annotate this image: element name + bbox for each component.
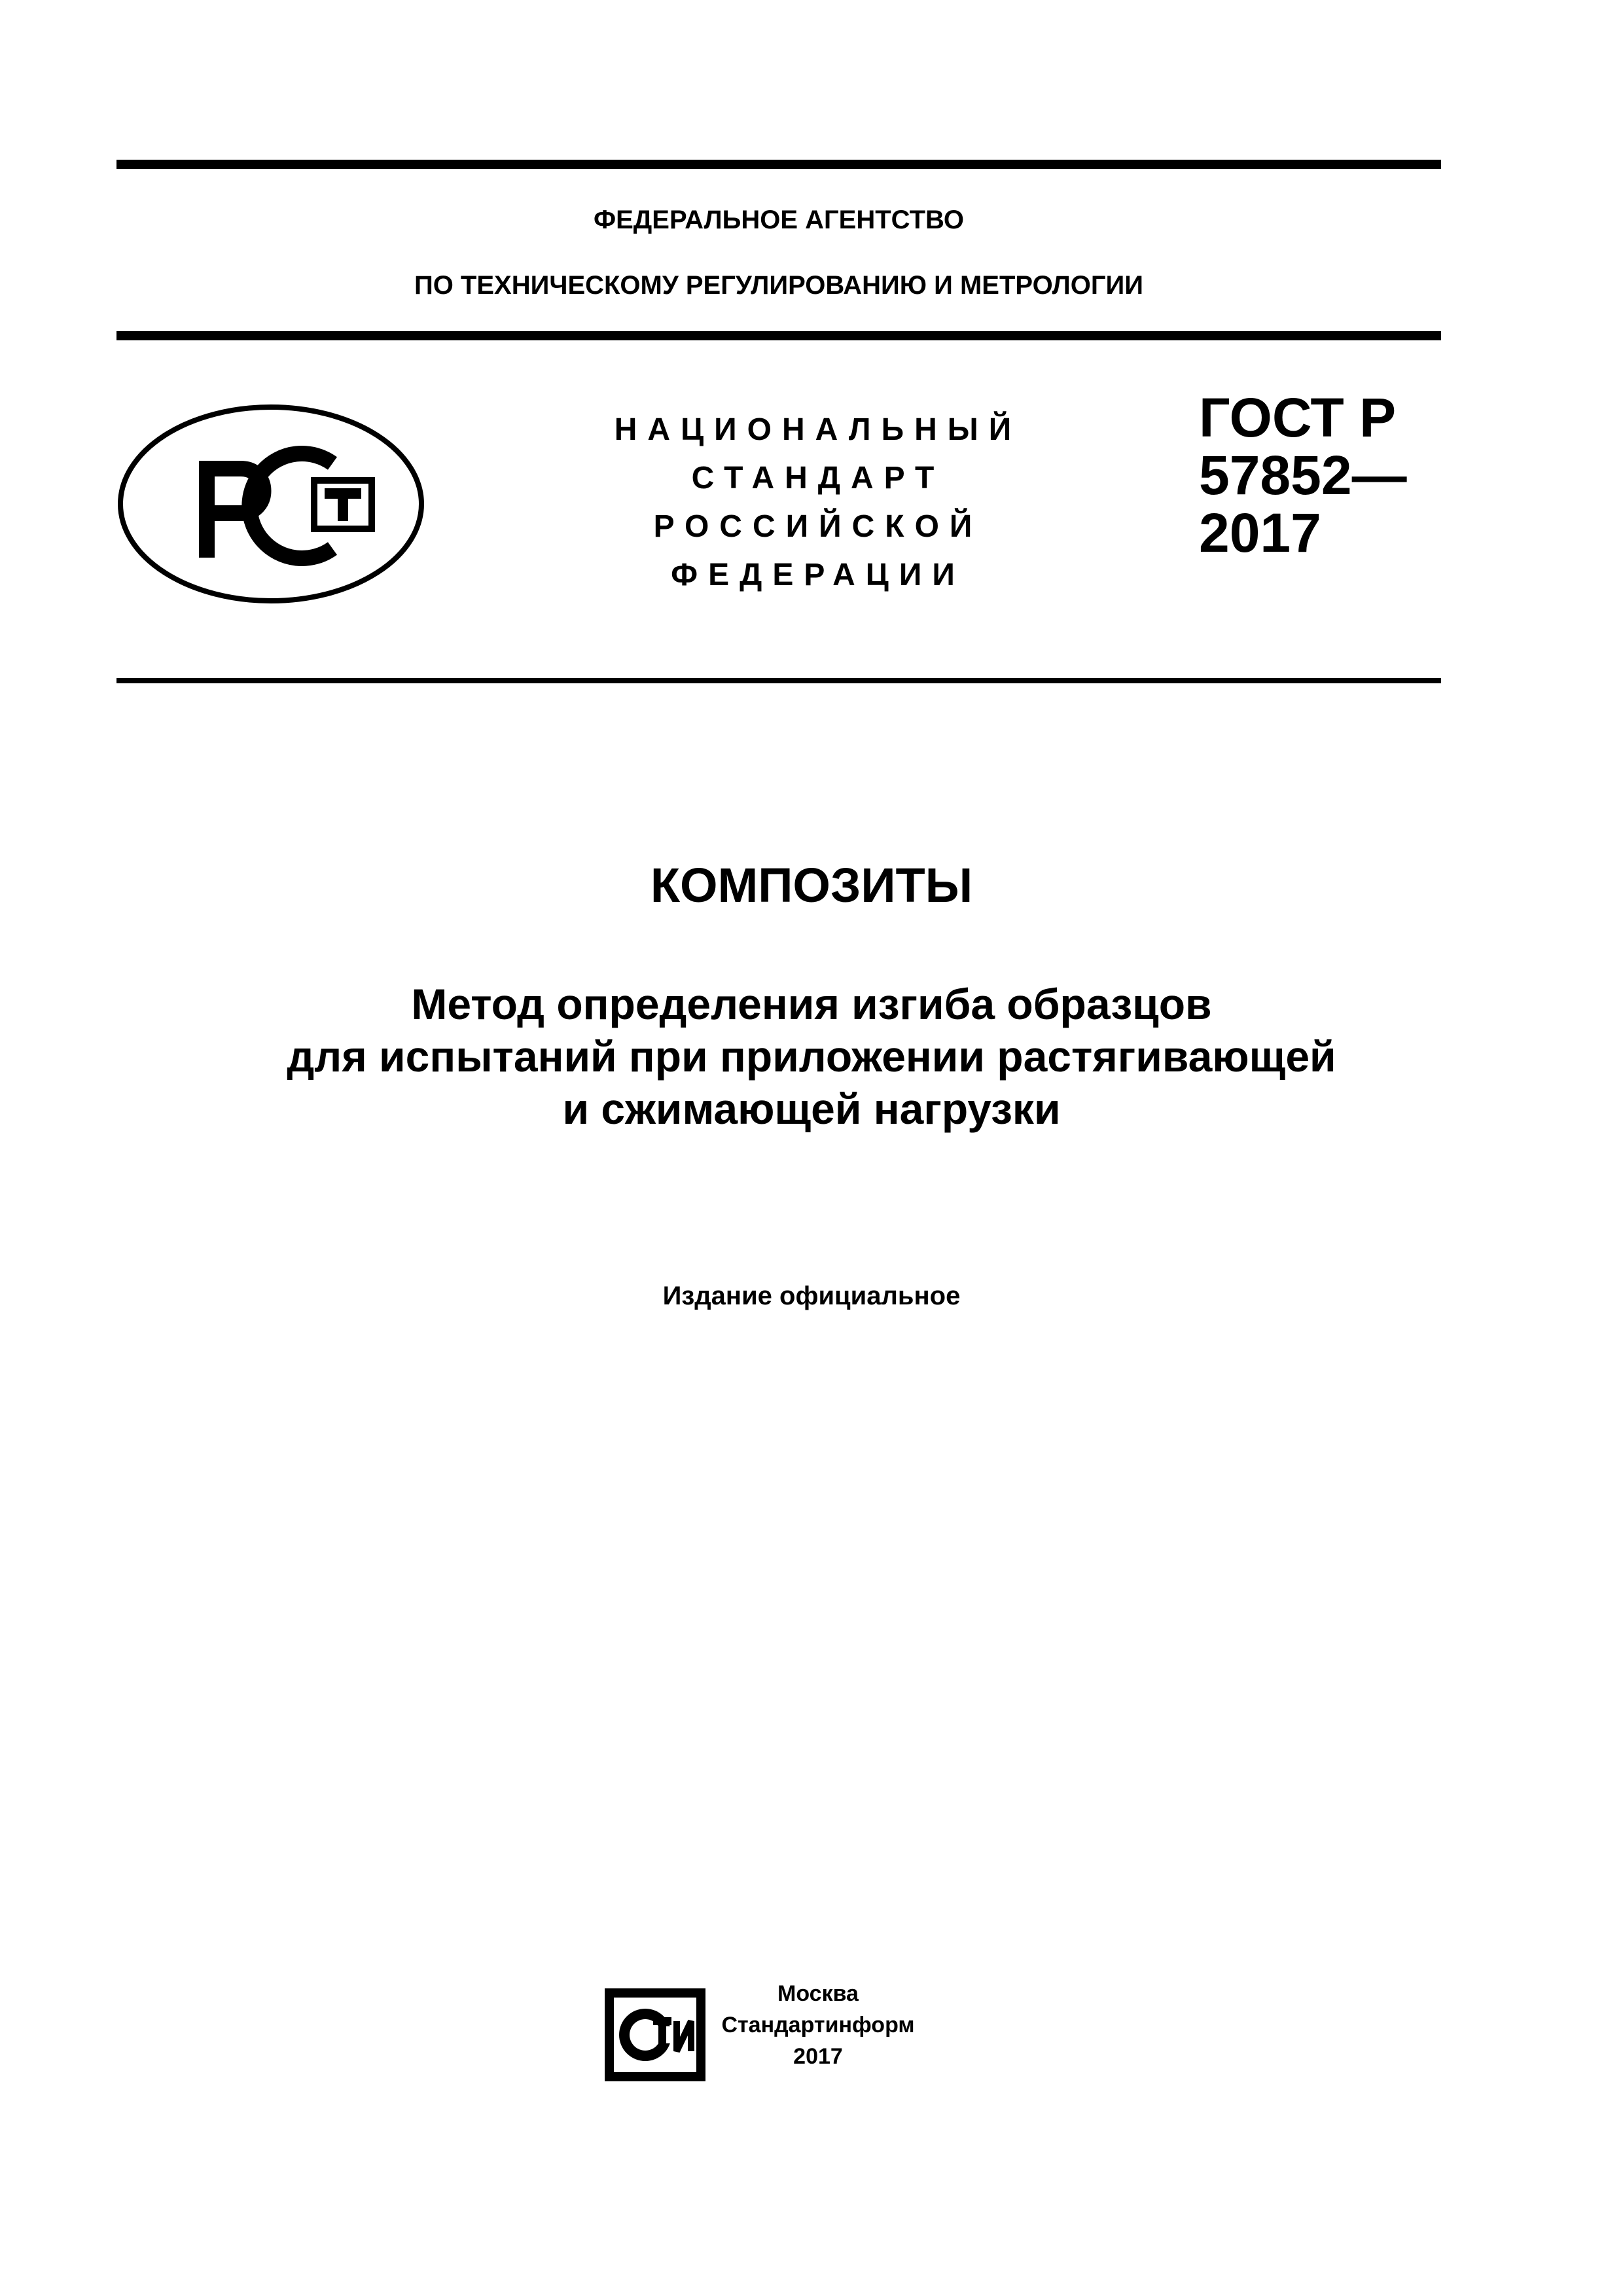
gost-code-line: ГОСТ Р xyxy=(1199,387,1397,448)
rst-logo-icon xyxy=(116,403,425,605)
subtitle-line: для испытаний при приложении растягивающей xyxy=(287,1032,1336,1081)
gost-code-line: 2017 xyxy=(1199,502,1321,564)
publisher-name: Стандартинформ xyxy=(721,2013,915,2037)
edition-label: Издание официальное xyxy=(662,1282,961,1310)
agency-line-2: ПО ТЕХНИЧЕСКОМУ РЕГУЛИРОВАНИЮ И МЕТРОЛОГИИ xyxy=(414,271,1144,300)
sti-logo-icon xyxy=(605,1988,705,2081)
standard-type-line: НАЦИОНАЛЬНЫЙ xyxy=(614,412,1022,447)
agency-line-1: ФЕДЕРАЛЬНОЕ АГЕНТСТВО xyxy=(593,206,965,234)
subtitle-line: и сжимающей нагрузки xyxy=(562,1085,1061,1133)
publisher-block xyxy=(720,1978,916,2072)
subtitle-line: Метод определения изгиба образцов xyxy=(411,980,1212,1028)
standard-type-line: РОССИЙСКОЙ xyxy=(653,509,983,544)
standard-type xyxy=(576,406,1060,600)
publisher-city: Москва xyxy=(777,1981,859,2006)
header-rule xyxy=(116,678,1441,683)
publisher-year: 2017 xyxy=(793,2044,843,2069)
document-title: КОМПОЗИТЫ xyxy=(650,858,973,912)
gost-code-line: 57852— xyxy=(1199,444,1407,506)
agency-rule xyxy=(116,331,1441,340)
standard-type-line: ФЕДЕРАЦИИ xyxy=(671,558,965,592)
top-rule xyxy=(116,160,1441,169)
document-subtitle xyxy=(0,978,1623,1135)
gost-code xyxy=(1199,389,1407,562)
standard-type-line: СТАНДАРТ xyxy=(691,461,945,495)
